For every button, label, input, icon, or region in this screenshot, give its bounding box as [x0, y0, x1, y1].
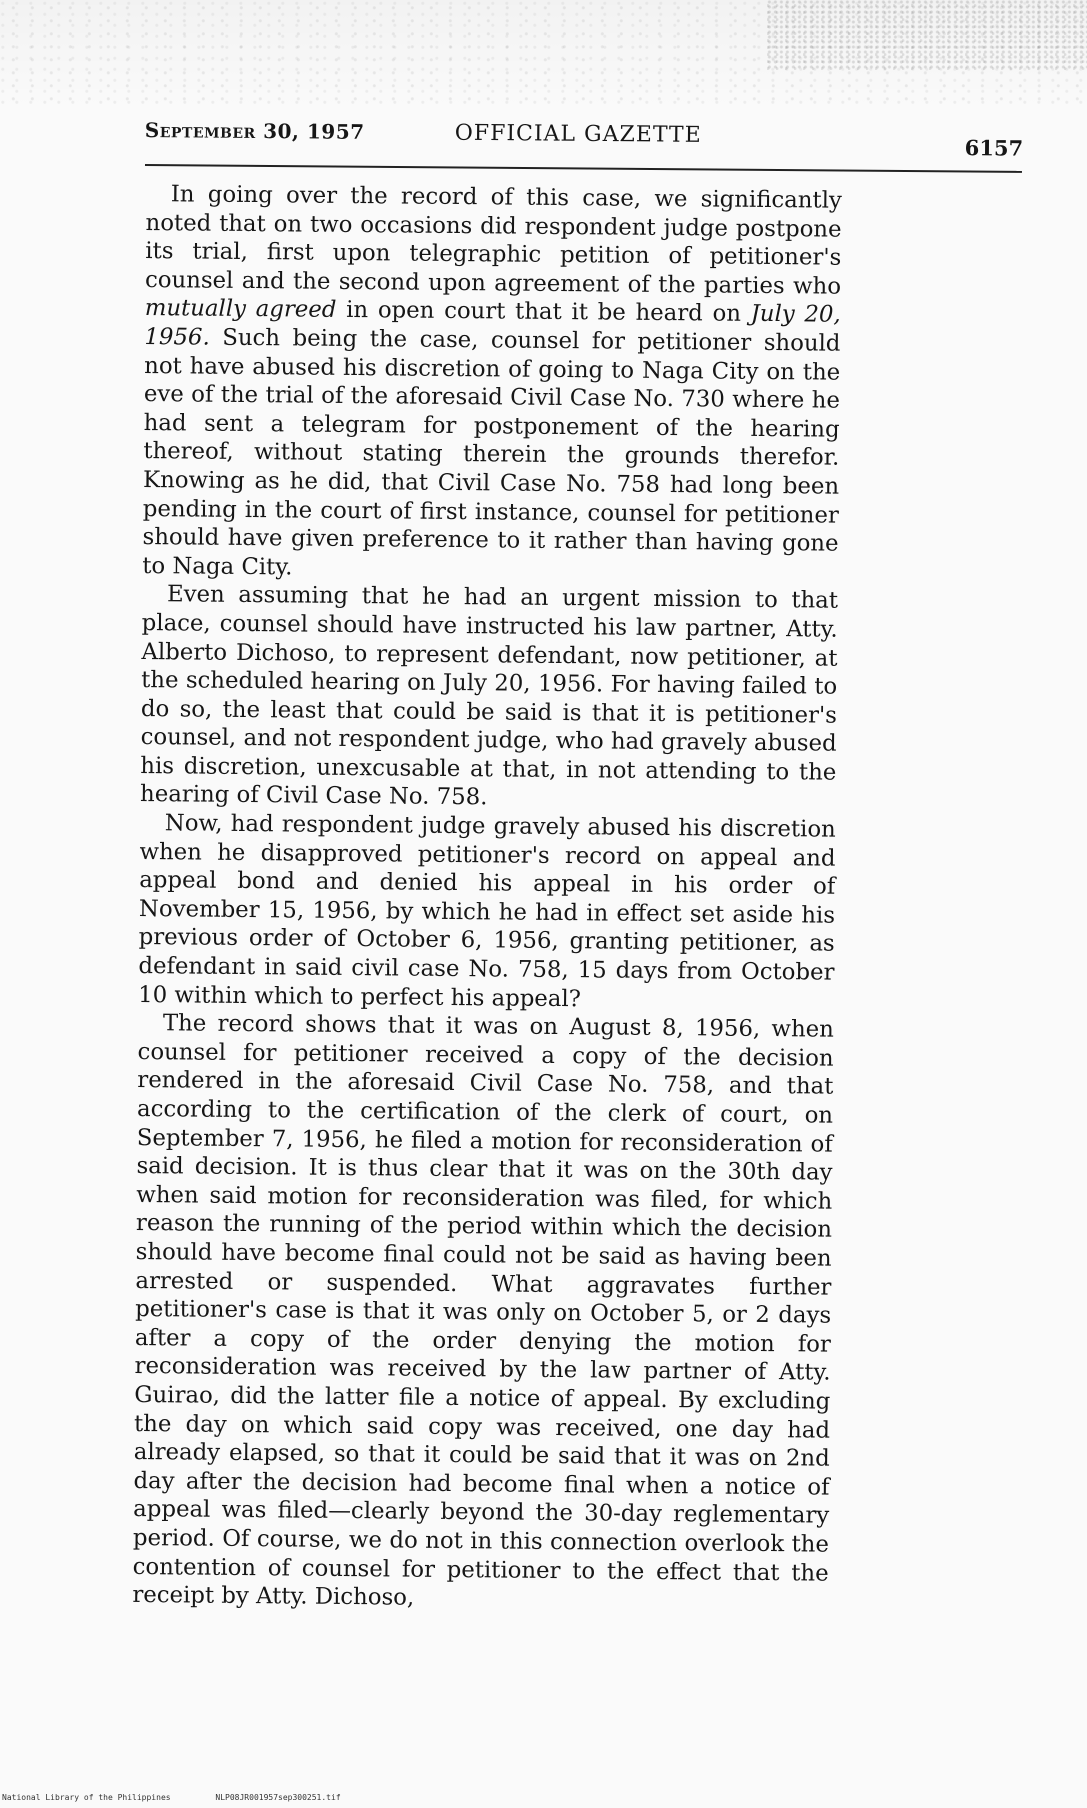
paragraph-2: Even assuming that he had an urgent mission to that place, counsel should have instructed his law partner, Atty. Alberto Dichoso, to represent defendant, now petitioner, at the scheduled hearing on July 20, 1956. For having failed to do so, the least that could be said is that it is petitioner's counsel, and not respondent judge, who had gravely abused his discretion, unexcusable at that, in not attending to the hearing of Civil Case No. 758. — [139, 581, 839, 811]
footer-file: NLP08JR001957sep300251.tif — [215, 1793, 341, 1802]
paragraph-4: The record shows that it was on August 8, 1956, when counsel for petitioner received a copy of the decision rendered in the aforesaid Civil Case No. 758, and that according to the certification of the clerk of court, on September 7, 1956, he filed a motion for reconsideration of said decision. It is thus clear that it was on the 30th day when said motion for reconsideration was filed, for which reason the running of the period within which the decision should have become final could not be said as having been arrested or suspended. What aggravates further petitioner's case is that it was only on October 5, or 2 days after a copy of the order denying the motion for reconsideration was received by the law partner of Atty. Guirao, did the latter file a notice of appeal. By excluding the day on which said copy was received, one day had already elapsed, so that it could be said that it was on 2nd day after the decision had become final when a notice of appeal was filed—clearly beyond the 30-day reglementary period. Of course, we do not in this connection overlook the contention of counsel for petitioner to the effect that the receipt by Atty. Dichoso, — [132, 1010, 834, 1611]
page-number: 6157 — [964, 135, 1024, 161]
header-title: OFFICIAL GAZETTE — [454, 120, 702, 148]
italic-mutually-agreed: mutually agreed — [144, 295, 337, 324]
body-text — [132, 180, 842, 1616]
scan-noise-corner — [767, 0, 1087, 70]
paragraph-1-part-a: In going over the record of this case, we significantly noted that on two occasions did respondent judge postpone its trial, first upon telegraphic petition of petitioner's counsel and the second upon agreement of the parties who — [144, 181, 842, 300]
paragraph-3: Now, had respondent judge gravely abused his discretion when he disapproved petitioner's record on appeal and appeal bond and denied his appeal in his order of November 15, 1956, by which he had in effect set aside his previous order of October 6, 1956, granting petitioner, as defendant in said civil case No. 758, 15 days from October 10 within which to perfect his appeal? — [138, 810, 836, 1012]
paragraph-1-part-b: in open court that it be heard on — [336, 297, 751, 328]
italic-date: July 20, 1956. — [144, 301, 841, 351]
paragraph-1-part-c: Such being the case, counsel for petitioner should not have abused his discretion of going to Naga City on the eve of the trial of the aforesaid Civil Case No. 730 where he had sent a telegram for postponement of the hearing thereof, without stating therein the grounds therefor. Knowing as he did, that Civil Case No. 758 had long been pending in the court of first instance, counsel for petitioner should have given preference to it rather than having gone to Naga City. — [142, 324, 841, 581]
paragraph-1 — [142, 180, 842, 587]
header-date: September 30, 1957 — [144, 117, 365, 144]
page-header — [145, 112, 1025, 160]
header-rule — [145, 164, 1022, 173]
footer-library: National Library of the Philippines — [2, 1793, 171, 1802]
scan-footer — [2, 1793, 341, 1802]
